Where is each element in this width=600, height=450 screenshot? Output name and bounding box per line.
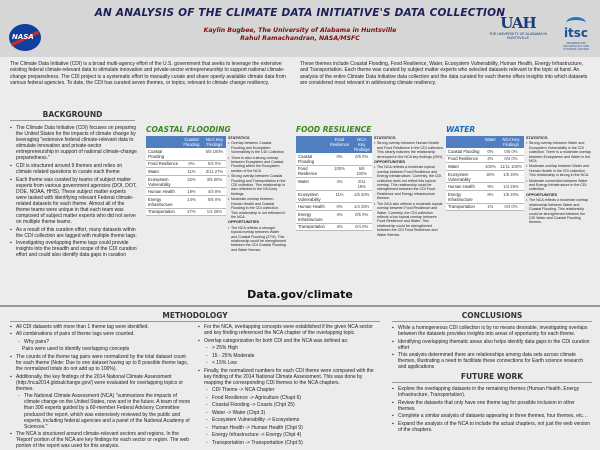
table-cell: 27% [180, 208, 203, 216]
table-cell: 4% [328, 178, 352, 191]
methodology-item: ◦ 15 - 25% Moderate [198, 353, 382, 359]
table-cell: 3/11 27% [203, 168, 226, 176]
table-cell: 0/4 0% [498, 203, 524, 211]
methodology-item: ▪ All combinations of pairs of theme tags were counted. [10, 331, 192, 337]
table-cell: 0% [328, 153, 352, 165]
background-item: ▪ CDI is structured around 9 themes and relies on climate related questions to curate each theme [10, 163, 138, 175]
conclusion-item: ▪ While a homogeneous CDI collection is by no means desirable, investigating overlaps between the datasets provides insights into areas of opportunity for each theme. [392, 325, 592, 337]
table-cell: Water [296, 178, 328, 191]
table-cell: Human Health [296, 203, 328, 211]
methodology-item: ▪ The NCA is structured around climate-relevant sectors and regions. In the 'Report' portion of the NCA are key findings for each sector or region. The web portion of the report was used for this analysis. [10, 431, 192, 449]
table-row [296, 223, 372, 231]
table-cell: 0/4 0% [203, 160, 226, 168]
table-row [446, 163, 524, 171]
table-cell: Ecosystem Vulnerability [146, 175, 180, 188]
table-row [296, 210, 372, 223]
food-stats [374, 136, 444, 238]
stats-item: • Moderate overlap between Water and Human Health in the CDI collection. This relationship is strong in the NCA. [526, 164, 592, 177]
poster-title: AN ANALYSIS OF THE CLIMATE DATA INITIATIVE'S DATA COLLECTION [94, 7, 506, 19]
table-cell: Coastal Flooding [146, 148, 180, 160]
table-cell: 1% [483, 203, 498, 211]
table-cell: 0% [483, 148, 498, 155]
methodology-item: ◦ Water -> Water (Chpt 3) [198, 410, 382, 416]
water-label: WATER [446, 125, 476, 134]
opportunities-heading: OPPORTUNITIES [228, 220, 260, 225]
table-cell: Energy Infrastructure [146, 195, 180, 208]
divider [10, 120, 135, 121]
opportunity-item: • The NCA reflects a moderate topical overlap between Food Resilience and Energy Infrastructure. Currently, the CDI collection does not reflect this topical overlap. This relationship could be strengthened between the CDI Food Resilience and Energy Infrastructure themes. [374, 165, 444, 200]
water-stats [526, 136, 592, 226]
divider [0, 305, 600, 307]
table-cell: 1/5 20% [498, 170, 524, 183]
methodology-right [198, 324, 382, 447]
table-header: NCA Key Findings [203, 136, 226, 148]
table-row [296, 178, 372, 191]
stats-item: • Strong overlap between Human Health and Food Resilience in the CDI collection. This clearly matches the relationship developed in the NCA key findings (25%). [374, 141, 444, 159]
food-section [296, 125, 444, 297]
table-cell: 3/5 60% [203, 175, 226, 188]
table-cell: Ecosystem Vulnerability [296, 190, 328, 203]
table-row [296, 153, 372, 165]
table-cell: 2/11 18% [351, 178, 372, 191]
table-cell: Energy Infrastructure [296, 210, 328, 223]
table-cell: 1/5 20% [498, 190, 524, 203]
table-cell: 14% [180, 195, 203, 208]
table-cell: Ecosystem Vulnerability [446, 170, 483, 183]
background-item: ▪ Each theme was curated by teams of subject matter experts from various government agencies (DOI, DOT, DOE, NOAA, HHS). These subject matter experts were tasked with identifying relevant Federal climate-related datasets for each theme. Almost all of the theme teams were unique in that each team was composed of subject matter experts who did not serve on multiple theme teams. [10, 177, 138, 226]
table-cell: Coastal Flooding [296, 153, 328, 165]
table-cell: 4% [328, 223, 352, 231]
table-row [146, 168, 226, 176]
table-cell: 11% [328, 190, 352, 203]
stats-heading: STATISTICS [374, 136, 396, 140]
background-heading: BACKGROUND [42, 110, 103, 119]
opportunities-heading: OPPORTUNITIES [526, 192, 558, 197]
table-cell: 0/4 0% [498, 155, 524, 163]
table-cell: 11/11 100% [498, 163, 524, 171]
table-row [146, 208, 226, 216]
table-cell: 0/4 0% [351, 223, 372, 231]
table-cell: 1/4 25% [498, 183, 524, 191]
coastal-stats [228, 136, 286, 253]
table-cell: 8% [483, 190, 498, 203]
itsc-logo: itsc INFORMATION TECHNOLOGY AND SYSTEMS CENTER [558, 17, 594, 53]
methodology-item: ◦ < 15% Low [198, 360, 382, 366]
table-cell: Food Resilience [296, 165, 328, 178]
table-cell: 5/5 100% [203, 148, 226, 160]
uah-logo: UAH THE UNIVERSITY OF ALABAMA IN HUNTSVILLE [489, 14, 547, 40]
coastal-section [146, 125, 286, 297]
table-row [146, 188, 226, 196]
stats-item: • Moderate connection between Water and Energy Infrastructure in the CDI collection. [526, 179, 592, 192]
divider [392, 382, 592, 383]
methodology-heading: METHODOLOGY [162, 311, 228, 320]
author-2: Rahul Ramachandran, NASA/MSFC [240, 35, 360, 42]
table-row [296, 190, 372, 203]
methodology-item: ▪ All CDI datasets with more than 1 theme tag were identified. [10, 324, 192, 330]
table-row [446, 170, 524, 183]
table-cell: Transportation [296, 223, 328, 231]
table-header [446, 136, 483, 148]
stats-heading: STATISTICS [526, 136, 548, 140]
stats-item: • Strong overlap between Coastal Flooding and Transportation in the CDI collection. This relationship is also reflected in the NCA key findings. [228, 174, 286, 196]
table-header [296, 136, 328, 153]
table-row [296, 203, 372, 211]
stats-item: • Moderate overlap between Human Health and Coastal Flooding in the CDI collection. This relationship is not reflected in the NCA. [228, 197, 286, 219]
methodology-item: Pairs were used to identify overlapping concepts [22, 346, 130, 353]
table-cell: 0/5 0% [351, 153, 372, 165]
opportunity-item: • The NCA reflects a moderate overlap relationship between Water and Coastal Flooding. This relationship could be strengthened between the CDI Water and Coastal Flooding themes. [526, 198, 592, 224]
url-banner[interactable]: Data.gov/climate [247, 288, 353, 301]
future-work-item: ▪ Explore the overlapping datasets in the remaining themes (Human Health, Energy Infrastructure, Transportation). [392, 386, 592, 398]
divider [10, 321, 380, 322]
coastal-table [146, 136, 226, 216]
table-cell: 0/5 0% [351, 210, 372, 223]
conclusion-item: ▪ Identifying overlapping thematic areas also helps identify data gaps in the CDI curation effort [392, 339, 592, 351]
table-header [146, 136, 180, 148]
methodology-item: ▪ Overlap categorization for both CDI and the NCA was defined as: [198, 338, 382, 344]
methodology-item: ▪ The counts of the theme tag pairs were normalized by the total dataset count for each theme (Note: Due to one dataset having up to 8 possible theme tags, the normalized totals do not add up to 100%). [10, 354, 192, 372]
table-row [146, 148, 226, 160]
table-cell: Water [446, 163, 483, 171]
methodology-item: ▪ Additionally, the key findings of the 2014 National Climate Assessment (http://nca2014.globalchange.gov/) were evaluated for overlapping topics or themes. [10, 374, 192, 392]
table-cell: 100% [483, 163, 498, 171]
intro-left: The Climate Data Initiative (CDI) is a broad multi-agency effort of the U.S. government that seeks to leverage the extensive existing federal climate-relevant data to stimulate innovation and private-sector entrepreneurship to support national climate-change preparedness. The CDI project is a systematic effort to manually curate and share openly available climate data from various federal agencies. To date, the CDI has curated seven themes, or topics, relevant to climate change resiliency. [10, 61, 286, 87]
table-cell [180, 148, 203, 160]
table-row [296, 165, 372, 178]
table-cell: Transportation [146, 208, 180, 216]
methodology-item: ◦ Coastal Flooding -> Coasts (Chpt 25) [198, 402, 382, 408]
stats-heading: STATISTICS [228, 136, 250, 140]
methodology-item: ◦ CDI Theme -> NCA Chapter [198, 387, 382, 393]
background-item: ▪ As a result of this curation effort, many datasets within the CDI collection are tagged with multiple theme tags. [10, 227, 138, 239]
table-row [446, 190, 524, 203]
table-cell: 11% [180, 168, 203, 176]
table-cell: Food Resilience [148, 161, 179, 167]
table-cell: 2% [483, 155, 498, 163]
table-cell: 0% [328, 203, 352, 211]
table-row [146, 195, 226, 208]
table-header: Coastal Flooding [180, 136, 203, 148]
conclusions-list [392, 325, 592, 372]
table-cell: 30% [483, 170, 498, 183]
intro-right: These themes include Coastal Flooding, Food Resilience, Water, Ecosystem Vulnerability, Human Health, Energy Infrastructure, and Transportation. Each theme was curated by subject matter experts who selected datasets relevant to the topic at hand. An analysis of the entire Climate Data Initiative data collection and the data curated for each theme offers insights into which datasets are considered most relevant in addressing climate resiliency. [300, 61, 588, 87]
table-header: Water [483, 136, 498, 148]
future-work-item: ▪ Expand the analysis of the NCA to include the actual chapters, not just the web version of the chapters. [392, 421, 592, 433]
table-cell: 1/5 20% [351, 190, 372, 203]
future-work-item: ▪ Review the datasets that only have one theme tag for possible inclusion in other themes. [392, 400, 592, 412]
methodology-item: ◦ Energy Infrastructure -> Energy (Chpt 4) [198, 432, 382, 438]
table-row [446, 148, 524, 155]
author-1: Kaylin Bugbee, The University of Alabama in Huntsville [203, 27, 397, 34]
future-work-item: ▪ Complete a similar analysis of datasets appearing in three themes, four themes, etc… [392, 413, 592, 419]
methodology-item: ◦ The National Climate Assessment (NCA) "summarizes the impacts of climate change on the United States, now and in the future. A team of more than 300 experts guided by a 60-member Federal Advisory Committee produced the report, which was extensively reviewed by the public and experts, including federal agencies and a panel of the National Academy of Sciences." [10, 393, 192, 430]
divider [392, 321, 592, 322]
table-cell: Transportation [446, 203, 483, 211]
table-row [146, 160, 226, 168]
table-row [446, 155, 524, 163]
methodology-item: ◦ Transportation -> Transportation (Chpt 5) [198, 440, 382, 446]
methodology-left [10, 324, 192, 450]
table-cell: Human Health [146, 188, 180, 196]
table-header: NCA Key Findings [498, 136, 524, 148]
authors [180, 27, 420, 43]
table-cell: 1/4 25% [203, 208, 226, 216]
table-row [446, 183, 524, 191]
table-cell: Human Health [446, 183, 483, 191]
future-work-list [392, 386, 592, 434]
opportunity-item: • The NCA also reflects a moderate topical overlap between Food Resilience and Water. Currently, the CDI collection reflects a low topical overlap between Food Resilience and Water. This relationship could be strengthened between the CDI Food Resilience and Water themes. [374, 202, 444, 237]
water-section [446, 125, 592, 297]
methodology-item: ◦ > 25% High [198, 345, 382, 351]
background-list [10, 125, 138, 260]
table-cell: 4% [328, 210, 352, 223]
conclusion-item: ▪ This analysis determined there are relationships among data sets across climate themes, illustrating a need to facilitate these connections for Earth science research and applications [392, 352, 592, 370]
table-cell: 32% [180, 175, 203, 188]
table-cell: Energy Infrastructure [446, 190, 483, 203]
coastal-label: COASTAL FLOODING [146, 125, 231, 134]
water-table [446, 136, 524, 211]
future-work-heading: FUTURE WORK [460, 372, 524, 381]
table-cell: 1/4 25% [351, 203, 372, 211]
table-cell: Water [146, 168, 180, 176]
methodology-item: ▪ For the NCA, overlapping concepts were established if the given NCA sector and key finding referenced the NCA chapter of the overlapping topic. [198, 324, 382, 336]
methodology-item: ◦ Human Health -> Human Health (Chpt 9) [198, 425, 382, 431]
table-row [146, 175, 226, 188]
methodology-item: ▪ Finally, the normalized numbers for each CDI theme were compared with the key finding of the 2014 National Climate Assessment. This was done by mapping the corresponding CDI themes to the NCA chapters. [198, 368, 382, 386]
table-cell: 4/4 8% [203, 188, 226, 196]
background-item: ▪ Investigating overlapping theme tags could provide insights into the breadth and scope of the CDI curation effort and could also identify data gaps in curation [10, 240, 138, 258]
methodology-item: ◦ Food Resilience -> Agriculture (Chapt 6) [198, 395, 382, 401]
methodology-item: ◦ Why pairs? [10, 339, 192, 345]
conclusions-heading: CONCLUSIONS [461, 311, 523, 320]
stats-item: • Strong overlap between Water and Ecosystem Vulnerability in the CDI collection. There is a moderate overlap between Ecosystems and Water in the NCA [526, 141, 592, 163]
table-cell: Coastal Flooding [446, 148, 483, 155]
opportunity-item: • The NCA reflects a stronger topical overlap between Water and Coastal Flooding (27%). This relationship could be strengthened between the CDI Coastal Flooding and Water themes. [228, 226, 286, 252]
nasa-logo: NASA [9, 24, 41, 51]
opportunities-heading: OPPORTUNITIES [374, 160, 406, 165]
food-table [296, 136, 372, 231]
table-cell: 0/5 0% [498, 148, 524, 155]
food-label: FOOD RESILIENCE [296, 125, 372, 134]
table-cell: 8% [180, 160, 203, 168]
stats-item: • There is also a strong overlap between Ecosystem and Coastal Flooding within the Ecosystem section of the NCA [228, 156, 286, 174]
stats-item: • Overlap between Coastal Flooding and Ecosystem Vulnerability is the CDI Collection [228, 141, 286, 154]
table-cell: 0/5 0% [203, 195, 226, 208]
table-header: NCA Key Findings [351, 136, 372, 153]
table-cell: 6/6 100% [351, 165, 372, 178]
table-cell: Food Resilience [446, 155, 483, 163]
table-cell: 9% [483, 183, 498, 191]
background-item: ▪ The Climate Data Initiative (CDI) focuses on preparing the United States for the impacts of climate change by leveraging "extensive federal climate-relevant data to stimulate innovation and private-sector entrepreneurship in support of national climate-change preparedness." [10, 125, 138, 162]
table-cell: 100% [328, 165, 352, 178]
table-row [446, 203, 524, 211]
methodology-item: ◦ Ecosystem Vulnerability -> Ecosystems [198, 417, 382, 423]
table-header: Food Resilience [328, 136, 352, 153]
table-cell: 19% [180, 188, 203, 196]
